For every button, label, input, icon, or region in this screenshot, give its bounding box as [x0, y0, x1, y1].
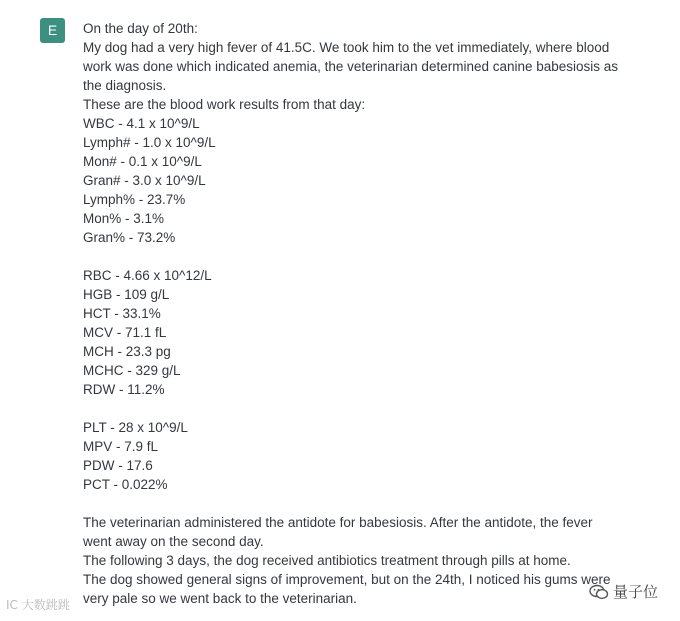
watermark-left — [6, 596, 70, 613]
result-line: MCHC - 329 g/L — [83, 363, 181, 378]
message-line: went away on the second day. — [83, 534, 264, 549]
message-line: My dog had a very high fever of 41.5C. We took him to the vet immediately, where blood — [83, 40, 610, 55]
message-line: On the day of 20th: — [83, 21, 198, 36]
result-line: HGB - 109 g/L — [83, 287, 170, 302]
result-line: Gran% - 73.2% — [83, 230, 176, 245]
user-message — [83, 19, 618, 608]
message-line: These are the blood work results from that day: — [83, 97, 366, 112]
result-line: RBC - 4.66 x 10^12/L — [83, 268, 212, 283]
watermark-left-text: IC 大数跳跳 — [6, 598, 70, 612]
wechat-icon — [589, 584, 609, 600]
result-line: MCV - 71.1 fL — [83, 325, 167, 340]
result-line: WBC - 4.1 x 10^9/L — [83, 116, 200, 131]
result-line: HCT - 33.1% — [83, 306, 161, 321]
message-line: very pale so we went back to the veterinarian. — [83, 591, 357, 606]
blank-line — [83, 399, 618, 418]
message-line: work was done which indicated anemia, the veterinarian determined canine babesiosis as — [83, 59, 619, 74]
plt-results — [83, 418, 618, 494]
result-line: MPV - 7.9 fL — [83, 439, 159, 454]
message-line: The dog showed general signs of improvement, but on the 24th, I noticed his gums were — [83, 572, 611, 587]
result-line: Gran# - 3.0 x 10^9/L — [83, 173, 206, 188]
result-line: Mon# - 0.1 x 10^9/L — [83, 154, 202, 169]
result-line: PDW - 17.6 — [83, 458, 153, 473]
result-line: Lymph# - 1.0 x 10^9/L — [83, 135, 216, 150]
outro-block — [83, 513, 618, 608]
result-line: MCH - 23.3 pg — [83, 344, 171, 359]
message-line: The veterinarian administered the antidote for babesiosis. After the antidote, the fever — [83, 515, 593, 530]
watermark-right-text: 量子位 — [612, 583, 658, 601]
result-line: Mon% - 3.1% — [83, 211, 165, 226]
result-line: PLT - 28 x 10^9/L — [83, 420, 188, 435]
blank-line — [83, 494, 618, 513]
intro-block — [83, 19, 618, 114]
user-avatar — [40, 18, 65, 43]
rbc-results — [83, 266, 618, 399]
watermark-right — [589, 581, 658, 602]
result-line: PCT - 0.022% — [83, 477, 168, 492]
message-line: the diagnosis. — [83, 78, 167, 93]
result-line: Lymph% - 23.7% — [83, 192, 186, 207]
message-line: The following 3 days, the dog received antibiotics treatment through pills at home. — [83, 553, 571, 568]
avatar-letter: E — [47, 22, 58, 38]
blank-line — [83, 247, 618, 266]
wbc-results — [83, 114, 618, 247]
result-line: RDW - 11.2% — [83, 382, 165, 397]
